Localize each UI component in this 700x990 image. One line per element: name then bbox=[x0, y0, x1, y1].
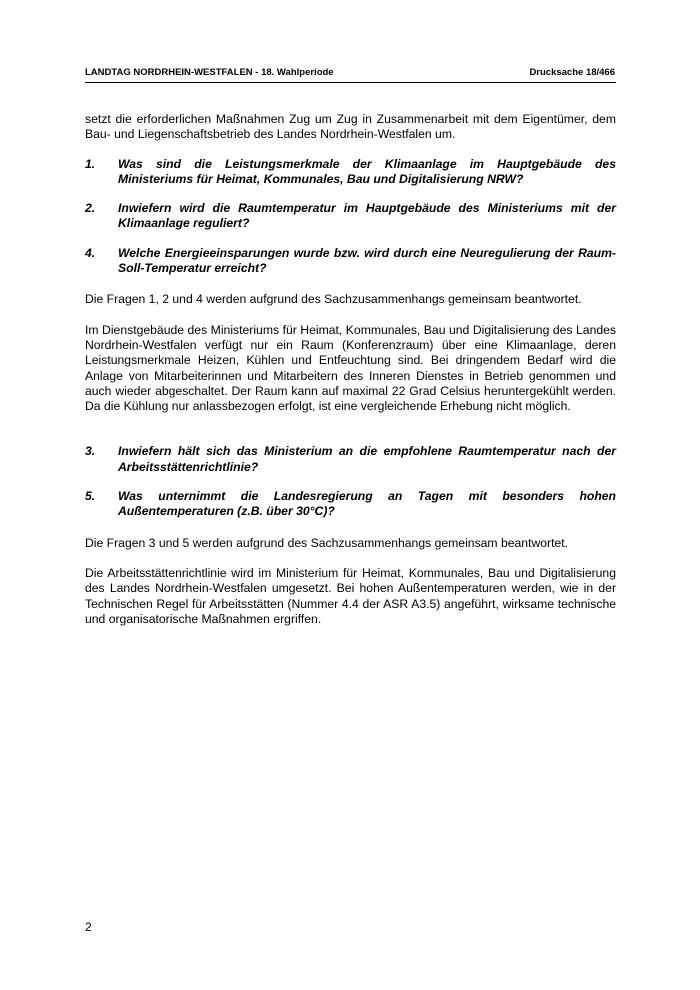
answer-lead-3-5: Die Fragen 3 und 5 werden aufgrund des Sachzusammenhangs gemeinsam beantwortet. bbox=[85, 535, 569, 550]
header-title: LANDTAG NORDRHEIN-WESTFALEN - 18. Wahlperiode bbox=[85, 67, 334, 78]
question-text: Inwiefern hält sich das Ministerium an die empfohlene Raumtemperatur nach der Arbeitsstättenrichtlinie? bbox=[118, 444, 616, 474]
question-5 bbox=[85, 489, 616, 520]
question-number: 2. bbox=[85, 201, 96, 216]
question-3 bbox=[85, 444, 616, 475]
question-number: 4. bbox=[85, 245, 96, 260]
question-text: Was unternimmt die Landesregierung an Tagen mit besonders hohen Außentemperaturen (z.B. über 30°C)? bbox=[118, 489, 616, 519]
answer-body-3-5: Die Arbeitsstättenrichtlinie wird im Ministerium für Heimat, Kommunales, Bau und Digitalisierung des Landes Nordrhein-Westfalen umgesetzt. Bei hohen Außentemperaturen werden, wie in der Technischen Regel für Arbeitsstätten (Nummer 4.4 der ASR A3.5) angeführt, wirksame technische und organisatorische Maßnahmen ergriffen. bbox=[85, 565, 616, 626]
question-4 bbox=[85, 246, 616, 277]
intro-paragraph: setzt die erforderlichen Maßnahmen Zug um Zug in Zusammenarbeit mit dem Eigentümer, dem Bau- und Liegenschaftsbetrieb des Landes Nordrhein-Westfalen um. bbox=[85, 112, 616, 142]
answer-lead-1-2-4: Die Fragen 1, 2 und 4 werden aufgrund des Sachzusammenhangs gemeinsam beantwortet. bbox=[85, 292, 582, 307]
document-number: Drucksache 18/466 bbox=[529, 67, 615, 78]
question-text: Was sind die Leistungsmerkmale der Klimaanlage im Hauptgebäude des Ministeriums für Heimat, Kommunales, Bau und Digitalisierung NRW? bbox=[118, 156, 616, 186]
question-number: 5. bbox=[85, 489, 96, 504]
question-1 bbox=[85, 157, 616, 188]
page-number: 2 bbox=[85, 920, 92, 934]
question-number: 1. bbox=[85, 156, 96, 171]
page-header bbox=[85, 67, 616, 83]
question-text: Welche Energieeinsparungen wurde bzw. wird durch eine Neuregulierung der Raum-Soll-Temperatur erreicht? bbox=[118, 245, 616, 276]
document-body bbox=[85, 112, 616, 627]
question-2 bbox=[85, 201, 616, 232]
question-number: 3. bbox=[85, 444, 96, 459]
answer-body-1-2-4: Im Dienstgebäude des Ministeriums für Heimat, Kommunales, Bau und Digitalisierung des Landes Nordrhein-Westfalen verfügt nur ein Raum (Konferenzraum) über eine Klimaanlage, deren Leistungsmerkmale Heizen, Kühlen und Entfeuchtung sind. Bei dringendem Bedarf wird die Anlage von Mitarbeiterinnen und Mitarbeitern des Inneren Dienstes in Betrieb genommen und auch wieder abgeschaltet. Der Raum kann auf maximal 22 Grad Celsius heruntergekühlt werden. Da die Kühlung nur anlassbezogen erfolgt, ist eine vergleichende Erhebung nicht möglich. bbox=[85, 322, 616, 414]
question-text: Inwiefern wird die Raumtemperatur im Hauptgebäude des Ministeriums mit der Klimaanlage reguliert? bbox=[118, 201, 616, 231]
